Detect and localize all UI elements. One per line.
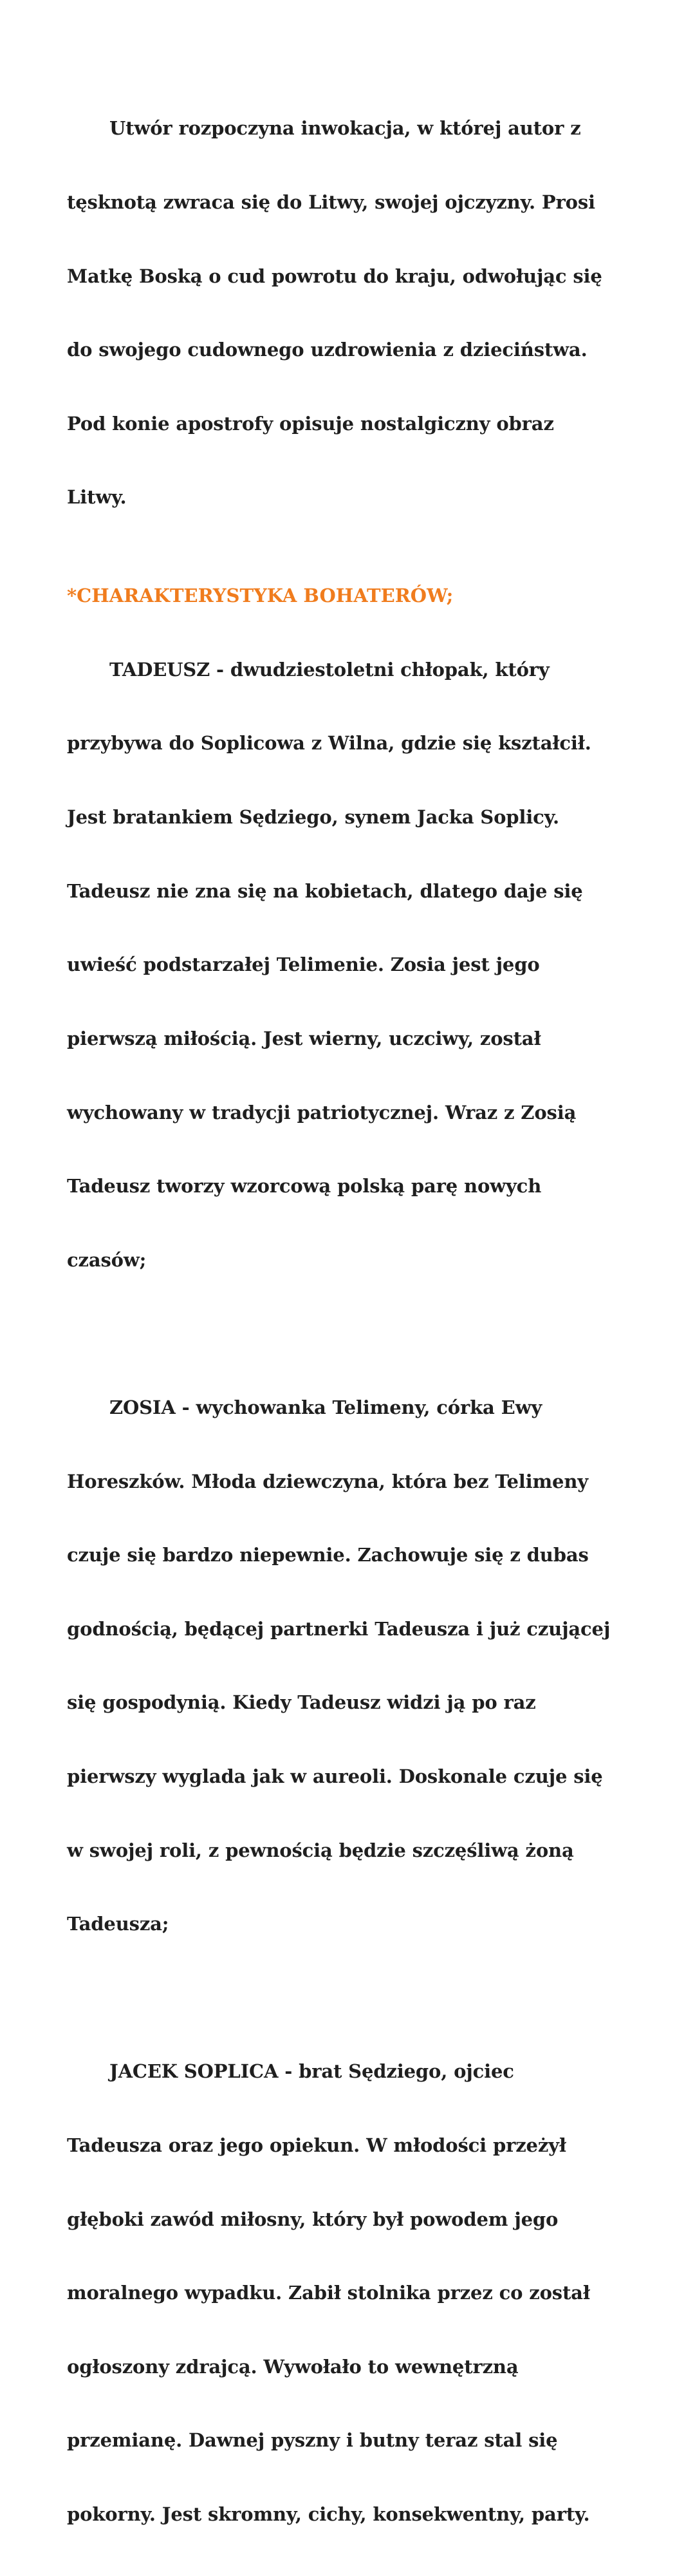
jacek-line: ogłoszony zdrajcą. Wywołało to wewnętrzną: [67, 2355, 519, 2378]
tadeusz-line: TADEUSZ - dwudziestoletni chłopak, który: [109, 658, 550, 681]
tadeusz-line: przybywa do Soplicowa z Wilna, gdzie się kształcił.: [67, 732, 591, 755]
tadeusz-line: Tadeusz nie zna się na kobietach, dlatego daje się: [67, 879, 583, 902]
intro-paragraph: [67, 67, 646, 559]
tadeusz-paragraph: [67, 608, 646, 1321]
zosia-line: ZOSIA - wychowanka Telimeny, córka Ewy: [109, 1396, 542, 1418]
tadeusz-line: wychowany w tradycji patriotycznej. Wraz z Zosią: [67, 1101, 577, 1123]
zosia-line: godnością, będącej partnerki Tadeusza i już czującej: [67, 1617, 611, 1640]
jacek-line: moralnego wypadku. Zabił stolnika przez co został: [67, 2282, 590, 2304]
jacek-paragraph: [67, 2010, 646, 2576]
tadeusz-line: pierwszą miłością. Jest wierny, uczciwy, został: [67, 1027, 541, 1049]
paragraph-gap: [67, 559, 646, 583]
jacek-line: Tadeusza oraz jego opiekun. W młodości przeżył: [67, 2134, 566, 2157]
jacek-line: głęboki zawód miłosny, który był powodem jego: [67, 2208, 559, 2230]
intro-line: Matkę Boską o cud powrotu do kraju, odwołując się: [67, 265, 602, 287]
paragraph-gap: [67, 1986, 646, 2010]
tadeusz-line: czasów;: [67, 1248, 147, 1271]
zosia-line: Horeszków. Młoda dziewczyna, która bez Telimeny: [67, 1470, 588, 1492]
zosia-line: się gospodynią. Kiedy Tadeusz widzi ją po raz: [67, 1691, 536, 1714]
intro-line: tęsknotą zwraca się do Litwy, swojej ojczyzny. Prosi: [67, 191, 595, 214]
section-heading: *CHARAKTERYSTYKA BOHATERÓW;: [67, 585, 454, 607]
jacek-line: przemianę. Dawnej pyszny i butny teraz stal się: [67, 2429, 558, 2452]
tadeusz-line: uwieść podstarzałej Telimenie. Zosia jest jego: [67, 954, 540, 976]
zosia-line: w swojej roli, z pewnością będzie szczęśliwą żoną: [67, 1839, 574, 1861]
jacek-line: pokorny. Jest skromny, cichy, konsekwentny, party.: [67, 2503, 590, 2526]
intro-line: Litwy.: [67, 486, 127, 509]
intro-line: do swojego cudownego uzdrowienia z dzieciństwa.: [67, 339, 588, 361]
tadeusz-line: Jest bratankiem Sędziego, synem Jacka Soplicy.: [67, 806, 559, 829]
zosia-paragraph: [67, 1346, 646, 1986]
jacek-line: JACEK SOPLICA - brat Sędziego, ojciec: [109, 2060, 514, 2083]
intro-line: Pod konie apostrofy opisuje nostalgiczny obraz: [67, 412, 554, 435]
document-page: [67, 67, 646, 2576]
zosia-line: czuje się bardzo niepewnie. Zachowuje się z dubas: [67, 1544, 589, 1566]
zosia-line: Tadeusza;: [67, 1913, 169, 1935]
intro-line: Utwór rozpoczyna inwokacja, w której autor z: [109, 117, 581, 140]
zosia-line: pierwszy wyglada jak w aureoli. Doskonale czuje się: [67, 1765, 603, 1787]
paragraph-gap: [67, 1321, 646, 1346]
tadeusz-line: Tadeusz tworzy wzorcową polską parę nowych: [67, 1175, 542, 1198]
